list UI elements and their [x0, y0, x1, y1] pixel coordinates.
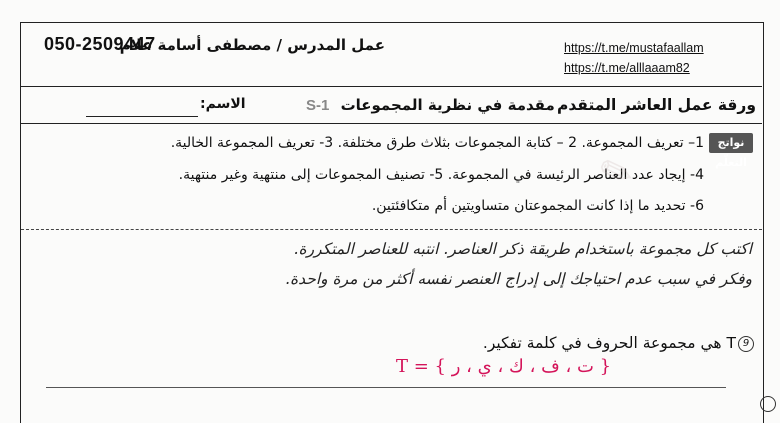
answer-line[interactable]	[46, 387, 726, 388]
objective-line-1: 1– تعريف المجموعة. 2 – كتابة المجموعات بثلاث طرق مختلفة. 3- تعريف المجموعة الخالية.	[170, 135, 704, 151]
handwritten-answer: T = { ت ، ف ، ك ، ي ، ر }	[396, 356, 612, 377]
question-number: 9	[738, 336, 754, 352]
instruction-line-2: وفكر في سبب عدم احتياجك إلى إدراج العنصر نفسه أكثر من مرة واحدة.	[285, 270, 752, 288]
telegram-link-1[interactable]: https://t.me/mustafaallam	[564, 41, 704, 55]
title-divider	[21, 123, 762, 124]
question-text: T هي مجموعة الحروف في كلمة تفكير.	[482, 334, 736, 352]
next-question-marker	[760, 396, 776, 412]
instruction-line-1: اكتب كل مجموعة باستخدام طريقة ذكر العناصر. انتبه للعناصر المتكررة.	[293, 240, 752, 258]
name-field[interactable]	[86, 116, 198, 117]
telegram-link-2[interactable]: https://t.me/alllaaam82	[564, 61, 690, 75]
phone-number: 050-2509447	[44, 34, 156, 54]
telegram-links	[564, 38, 704, 78]
objective-line-2: 4- إيجاد عدد العناصر الرئيسة في المجموعة. 5- تصنيف المجموعات إلى منتهية وغير منتهية.	[178, 167, 704, 183]
objective-line-3: 6- تحديد ما إذا كانت المجموعتان متساويتين أم متكافئتين.	[371, 198, 704, 214]
name-label: الاسم:	[200, 96, 246, 112]
lesson-title: مقدمة في نظرية المجموعات	[340, 96, 555, 114]
section-divider	[21, 229, 762, 230]
lesson-code: S-1	[306, 97, 330, 114]
lesson-heading	[306, 96, 555, 114]
worksheet-frame	[20, 22, 764, 423]
header-divider	[21, 86, 762, 87]
teacher-name: عمل المدرس / مصطفى أسامة علام	[119, 36, 385, 54]
learning-outcomes-badge: نواتج التعلّم	[709, 133, 753, 153]
worksheet-title: ورقة عمل العاشر المتقدم	[556, 96, 756, 114]
pencil-marks: ✎	[593, 145, 641, 201]
